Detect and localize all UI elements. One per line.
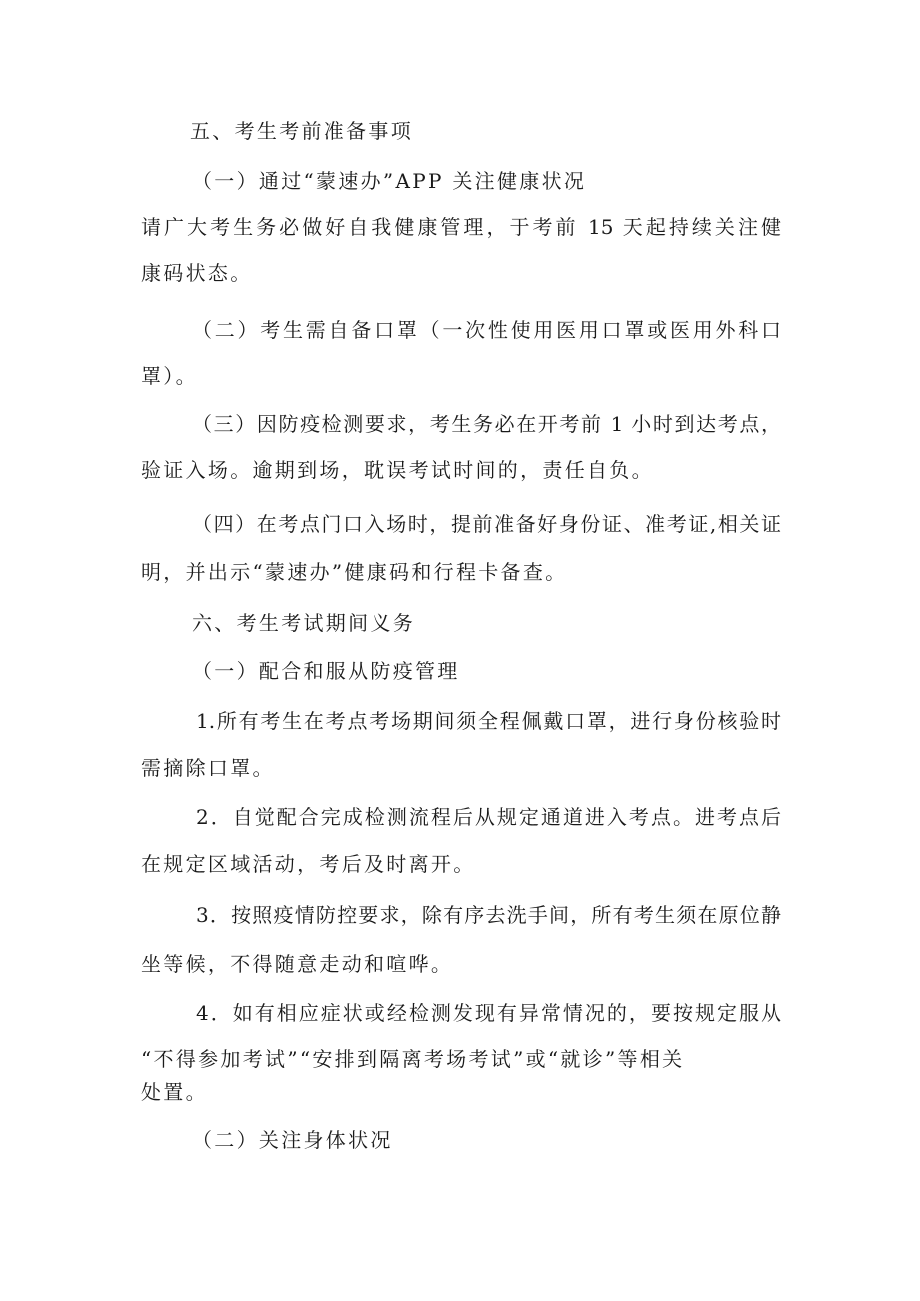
- section5-item4-line1: （四）在考点门口入场时，提前准备好身份证、准考证,相关证: [192, 512, 781, 536]
- section6-sub2-title: （二）关注身体状况: [192, 1128, 393, 1152]
- section6-point4-line2: “不得参加考试”“安排到隔离考场考试”或“就诊”等相关: [141, 1047, 685, 1071]
- section5-item1-title: （一）通过“蒙速办”APP 关注健康状况: [192, 169, 587, 193]
- section5-item1-text-line2: 康码状态。: [141, 261, 253, 285]
- section5-heading: 五、考生考前准备事项: [190, 119, 413, 143]
- section6-point2-line2: 在规定区域活动，考后及时离开。: [141, 852, 476, 876]
- section6-point3-line2: 坐等候，不得随意走动和喧哗。: [141, 952, 454, 976]
- section6-heading: 六、考生考试期间义务: [192, 611, 415, 635]
- section5-item3-line1: （三）因防疫检测要求，考生务必在开考前 1 小时到达考点，: [192, 412, 781, 436]
- section5-item4-line2: 明，并出示“蒙速办”健康码和行程卡备查。: [141, 560, 568, 584]
- section5-item3-line2: 验证入场。逾期到场，耽误考试时间的，责任自负。: [141, 458, 654, 482]
- section5-item2-line1: （二）考生需自备口罩（一次性使用医用口罩或医用外科口: [192, 318, 781, 342]
- section6-point3-line1: 3．按照疫情防控要求，除有序去洗手间，所有考生须在原位静: [196, 903, 781, 927]
- section6-point2-line1: 2．自觉配合完成检测流程后从规定通道进入考点。进考点后: [196, 805, 781, 829]
- section6-point4-line3: 处置。: [141, 1080, 208, 1104]
- section6-sub1-title: （一）配合和服从防疫管理: [192, 659, 460, 683]
- section6-point4-line1: 4．如有相应症状或经检测发现有异常情况的，要按规定服从: [196, 1001, 781, 1025]
- section6-point1-line1: 1.所有考生在考点考场期间须全程佩戴口罩，进行身份核验时: [196, 709, 781, 733]
- section5-item2-line2: 罩）。: [141, 364, 198, 388]
- section5-item1-text-line1: 请广大考生务必做好自我健康管理，于考前 15 天起持续关注健: [141, 215, 781, 239]
- section6-point1-line2: 需摘除口罩。: [141, 756, 275, 780]
